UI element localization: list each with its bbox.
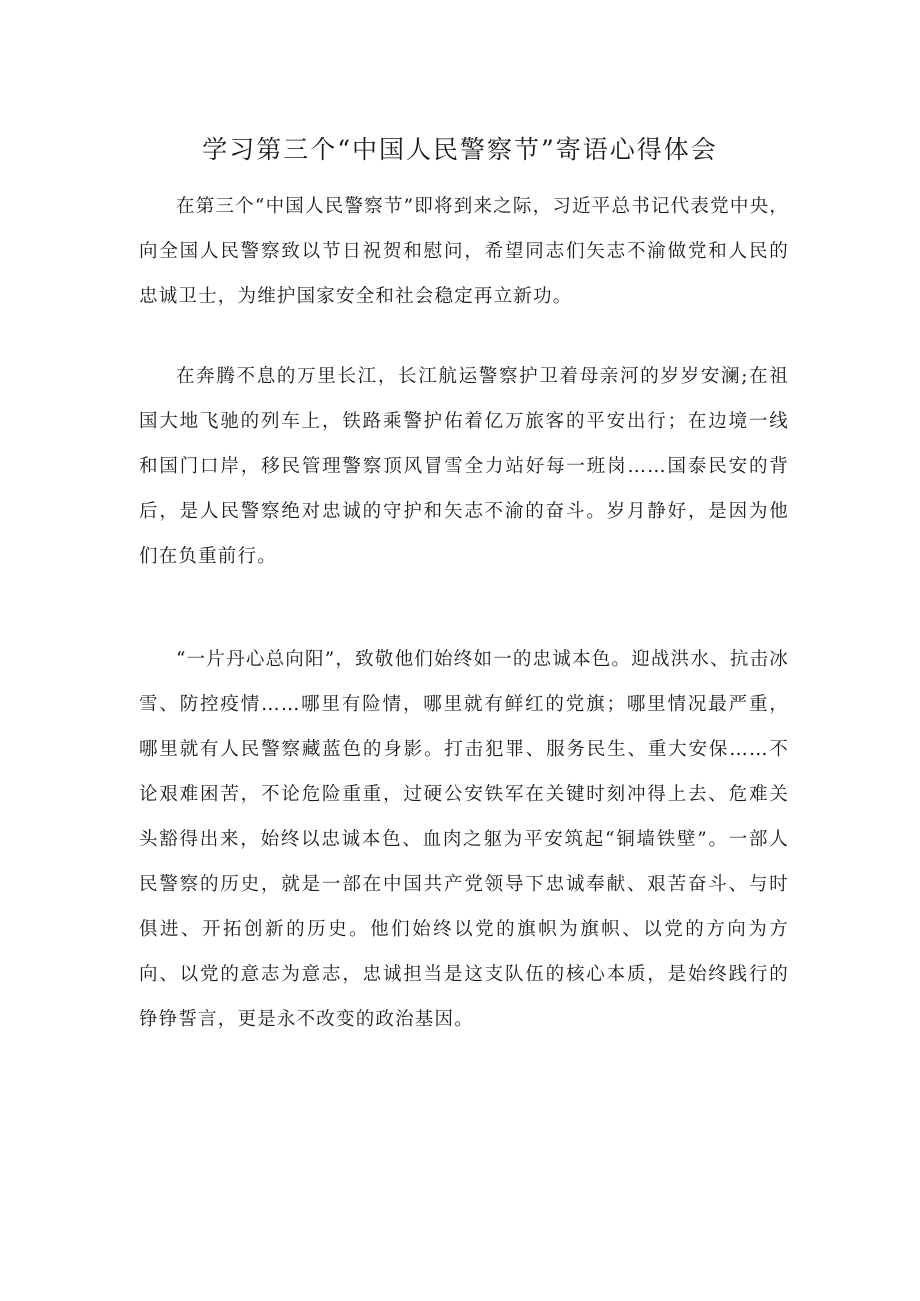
page-title: 学习第三个“中国人民警察节”寄语心得体会	[202, 135, 718, 164]
paragraph-1: 在第三个“中国人民警察节”即将到来之际，习近平总书记代表党中央，向全国人民警察致以节日祝贺和慰问，希望同志们矢志不渝做党和人民的忠诚卫士，为维护国家安全和社会稳定再立新功。	[139, 196, 789, 307]
paragraph-2: 在奔腾不息的万里长江，长江航运警察护卫着母亲河的岁岁安澜;在祖国大地飞驰的列车上，铁路乘警护佑着亿万旅客的平安出行；在边境一线和国门口岸，移民管理警察顶风冒雪全力站好每一班岗……国泰民安的背后，是人民警察绝对忠诚的守护和矢志不渝的奋斗。岁月静好，是因为他们在负重前行。	[139, 366, 789, 567]
paragraph-3: “一片丹心总向阳”，致敬他们始终如一的忠诚本色。迎战洪水、抗击冰雪、防控疫情……哪里有险情，哪里就有鲜红的党旗；哪里情况最严重，哪里就有人民警察藏蓝色的身影。打击犯罪、服务民生、重大安保……不论艰难困苦，不论危险重重，过硬公安铁军在关键时刻冲得上去、危难关头豁得出来，始终以忠诚本色、血肉之躯为平安筑起“铜墙铁壁”。一部人民警察的历史，就是一部在中国共产党领导下忠诚奉献、艰苦奋斗、与时俱进、开拓创新的历史。他们始终以党的旗帜为旗帜、以党的方向为方向、以党的意志为意志，忠诚担当是这支队伍的核心本质，是始终践行的铮铮誓言，更是永不改变的政治基因。	[139, 649, 789, 1030]
